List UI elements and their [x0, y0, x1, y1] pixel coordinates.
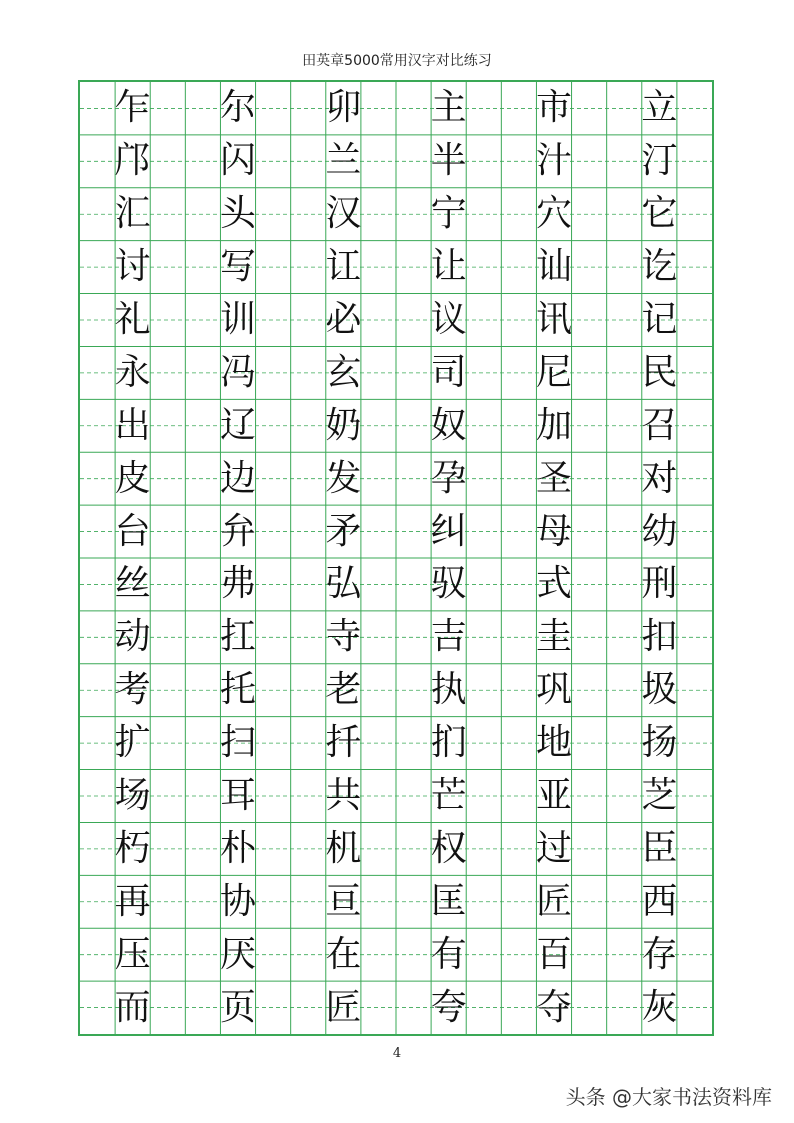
- character-cell: 记: [641, 298, 678, 340]
- character-cell: 它: [641, 193, 678, 235]
- character-cell: 宁: [430, 193, 467, 235]
- character-cell: 必: [325, 298, 362, 340]
- character-cell: 扪: [430, 722, 467, 764]
- character-cell: 讪: [535, 246, 572, 288]
- character-cell: 讯: [535, 298, 572, 340]
- character-cell: 丝: [114, 563, 151, 605]
- character-cell: 扫: [219, 722, 256, 764]
- character-cell: 芝: [641, 774, 678, 816]
- character-cell: 协: [219, 880, 256, 922]
- character-cell: 圣: [535, 457, 572, 499]
- character-cell: 辽: [219, 404, 256, 446]
- character-cell: 卯: [325, 87, 362, 129]
- character-cell: 加: [535, 404, 572, 446]
- character-cell: 奶: [325, 404, 362, 446]
- character-cell: 共: [325, 774, 362, 816]
- character-cell: 尔: [219, 87, 256, 129]
- character-cell: 闪: [219, 140, 256, 182]
- character-cell: 讫: [641, 246, 678, 288]
- character-cell: 匠: [535, 880, 572, 922]
- character-cell: 邝: [114, 140, 151, 182]
- character-cell: 头: [219, 193, 256, 235]
- character-cell: 老: [325, 669, 362, 711]
- character-cell: 汀: [641, 140, 678, 182]
- character-cell: 皮: [114, 457, 151, 499]
- character-cell: 过: [535, 827, 572, 869]
- page-number: 4: [392, 1046, 402, 1061]
- character-cell: 汉: [325, 193, 362, 235]
- character-cell: 母: [535, 510, 572, 552]
- character-cell: 动: [114, 616, 151, 658]
- watermark-text: 头条 @大家书法资料库: [565, 1085, 772, 1109]
- character-cell: 扩: [114, 722, 151, 764]
- character-cell: 存: [641, 933, 678, 975]
- character-cell: 圾: [641, 669, 678, 711]
- character-cell: 民: [641, 351, 678, 393]
- character-cell: 场: [114, 774, 151, 816]
- character-cell: 亚: [535, 774, 572, 816]
- character-cell: 地: [535, 722, 572, 764]
- character-cell: 寺: [325, 616, 362, 658]
- character-cell: 弁: [219, 510, 256, 552]
- character-cell: 托: [219, 669, 256, 711]
- character-cell: 发: [325, 457, 362, 499]
- character-cell: 再: [114, 880, 151, 922]
- character-cell: 芒: [430, 774, 467, 816]
- character-cell: 巩: [535, 669, 572, 711]
- character-cell: 耳: [219, 774, 256, 816]
- character-cell: 立: [641, 87, 678, 129]
- character-cell: 奴: [430, 404, 467, 446]
- character-cell: 冯: [219, 351, 256, 393]
- character-cell: 讧: [325, 246, 362, 288]
- character-cell: 臣: [641, 827, 678, 869]
- character-cell: 扛: [219, 616, 256, 658]
- character-cell: 写: [219, 246, 256, 288]
- page-title: 田英章5000常用汉字对比练习: [302, 53, 492, 69]
- character-cell: 让: [430, 246, 467, 288]
- character-cell: 尼: [535, 351, 572, 393]
- practice-grid: [78, 80, 714, 1036]
- character-cell: 匡: [430, 880, 467, 922]
- character-cell: 孕: [430, 457, 467, 499]
- character-cell: 扣: [641, 616, 678, 658]
- character-cell: 朴: [219, 827, 256, 869]
- character-cell: 司: [430, 351, 467, 393]
- character-cell: 夺: [535, 986, 572, 1028]
- character-cells: [80, 82, 712, 1034]
- character-cell: 召: [641, 404, 678, 446]
- character-cell: 压: [114, 933, 151, 975]
- character-cell: 弗: [219, 563, 256, 605]
- character-cell: 矛: [325, 510, 362, 552]
- character-cell: 朽: [114, 827, 151, 869]
- character-cell: 考: [114, 669, 151, 711]
- character-cell: 而: [114, 986, 151, 1028]
- character-cell: 汇: [114, 193, 151, 235]
- character-cell: 玄: [325, 351, 362, 393]
- character-cell: 百: [535, 933, 572, 975]
- character-cell: 训: [219, 298, 256, 340]
- character-cell: 机: [325, 827, 362, 869]
- character-cell: 在: [325, 933, 362, 975]
- character-cell: 幼: [641, 510, 678, 552]
- character-cell: 页: [219, 986, 256, 1028]
- character-cell: 厌: [219, 933, 256, 975]
- character-cell: 圭: [535, 616, 572, 658]
- character-cell: 主: [430, 87, 467, 129]
- character-cell: 西: [641, 880, 678, 922]
- character-cell: 弘: [325, 563, 362, 605]
- character-cell: 式: [535, 563, 572, 605]
- character-cell: 穴: [535, 193, 572, 235]
- character-cell: 汁: [535, 140, 572, 182]
- character-cell: 扦: [325, 722, 362, 764]
- character-cell: 半: [430, 140, 467, 182]
- character-cell: 乍: [114, 87, 151, 129]
- character-cell: 灰: [641, 986, 678, 1028]
- character-cell: 匠: [325, 986, 362, 1028]
- character-cell: 亘: [325, 880, 362, 922]
- character-cell: 有: [430, 933, 467, 975]
- character-cell: 吉: [430, 616, 467, 658]
- character-cell: 议: [430, 298, 467, 340]
- character-cell: 对: [641, 457, 678, 499]
- character-cell: 出: [114, 404, 151, 446]
- character-cell: 纠: [430, 510, 467, 552]
- character-cell: 执: [430, 669, 467, 711]
- character-cell: 刑: [641, 563, 678, 605]
- character-cell: 台: [114, 510, 151, 552]
- character-cell: 驭: [430, 563, 467, 605]
- character-cell: 市: [535, 87, 572, 129]
- character-cell: 讨: [114, 246, 151, 288]
- character-cell: 边: [219, 457, 256, 499]
- character-cell: 兰: [325, 140, 362, 182]
- character-cell: 夸: [430, 986, 467, 1028]
- character-cell: 权: [430, 827, 467, 869]
- character-cell: 扬: [641, 722, 678, 764]
- character-cell: 礼: [114, 298, 151, 340]
- character-cell: 永: [114, 351, 151, 393]
